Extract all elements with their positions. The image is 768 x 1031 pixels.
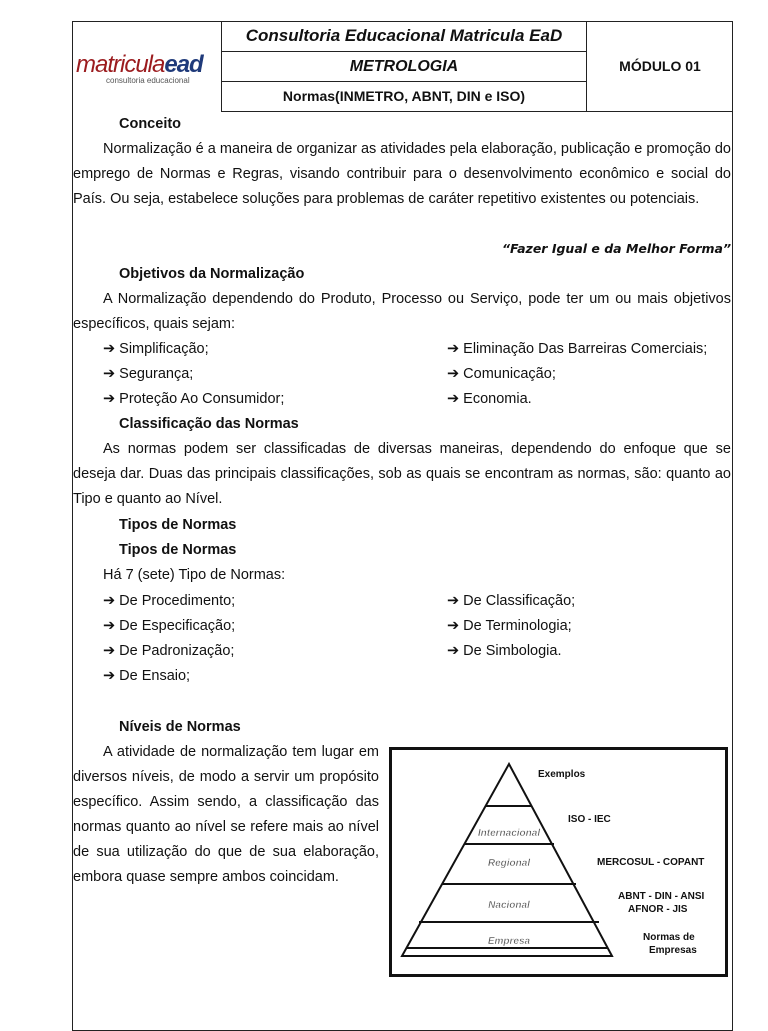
list-item: ➔ De Especificação;	[103, 618, 236, 634]
arrow-icon: ➔	[103, 391, 116, 407]
document-header	[72, 21, 733, 112]
arrow-icon: ➔	[103, 643, 116, 659]
example-empresa-1: Normas de	[643, 932, 695, 943]
arrow-icon: ➔	[103, 341, 116, 357]
arrow-icon: ➔	[447, 593, 460, 609]
logo-cell	[72, 21, 221, 112]
list-item: ➔ De Ensaio;	[103, 668, 191, 684]
level-empresa: Empresa	[487, 936, 531, 947]
list-item: ➔ De Procedimento;	[103, 593, 236, 609]
header-title: Consultoria Educacional Matricula EaD	[221, 21, 587, 52]
list-item: ➔ Eliminação Das Barreiras Comerciais;	[447, 341, 708, 357]
list-item: ➔ De Terminologia;	[447, 618, 572, 634]
list-item: ➔ Segurança;	[103, 366, 194, 382]
arrow-icon: ➔	[103, 366, 116, 382]
arrow-icon: ➔	[103, 618, 116, 634]
pyramid-figure	[389, 747, 728, 977]
examples-header: Exemplos	[538, 769, 586, 780]
list-item: ➔ Simplificação;	[103, 341, 209, 357]
header-topic: Normas(INMETRO, ABNT, DIN e ISO)	[221, 82, 587, 112]
paragraph-objetivos: A Normalização dependendo do Produto, Processo ou Serviço, pode ter um ou mais objetivos específicos, quais sejam:	[73, 291, 731, 332]
example-iso: ISO - IEC	[568, 814, 611, 825]
list-item: ➔ De Classificação;	[447, 593, 576, 609]
paragraph-niveis: A atividade de normalização tem lugar em diversos níveis, de modo a servir um propósito específico. Assim sendo, a classificação das normas quanto ao nível se refere mais ao nível de sua utilização do que de sua elaboração, embora quase sempre ambos coincidam.	[73, 744, 379, 885]
arrow-icon: ➔	[103, 593, 116, 609]
arrow-icon: ➔	[447, 341, 460, 357]
example-empresa-2: Empresas	[649, 945, 697, 956]
level-regional: Regional	[487, 858, 531, 869]
level-nacional: Nacional	[488, 900, 530, 911]
list-item: ➔ Comunicação;	[447, 366, 556, 382]
example-regional: MERCOSUL - COPANT	[597, 857, 705, 868]
example-nacional-1: ABNT - DIN - ANSI	[618, 891, 705, 902]
heading-objetivos: Objetivos da Normalização	[119, 266, 305, 282]
example-nacional-2: AFNOR - JIS	[628, 904, 688, 915]
arrow-icon: ➔	[447, 366, 460, 382]
header-subject: METROLOGIA	[221, 52, 587, 82]
logo-text-ead: ead	[164, 51, 203, 78]
list-item: ➔ De Simbologia.	[447, 643, 562, 659]
quote: “Fazer Igual e da Melhor Forma”	[501, 241, 731, 256]
paragraph-conceito: Normalização é a maneira de organizar as atividades pela elaboração, publicação e promoção do emprego de Normas e Regras, visando contribuir para o desenvolvimento econômico e social do País. Ou seja, estabelece soluções para problemas de caráter repetitivo existentes ou potenciais.	[73, 141, 731, 207]
logo-text: matricula	[76, 51, 165, 78]
list-item: ➔ Proteção Ao Consumidor;	[103, 391, 285, 407]
arrow-icon: ➔	[103, 668, 116, 684]
pyramid-svg	[392, 750, 725, 974]
list-item: ➔ De Padronização;	[103, 643, 235, 659]
list-item: ➔ Economia.	[447, 391, 532, 407]
paragraph-classificacao: As normas podem ser classificadas de diversas maneiras, dependendo do enfoque que se deseja dar. Duas das principais classificações, sob as quais se encontram as normas, são: quanto ao Tipo e quanto ao Nível.	[73, 441, 731, 507]
arrow-icon: ➔	[447, 618, 460, 634]
heading-classificacao: Classificação das Normas	[119, 416, 299, 432]
paragraph-tipos-intro: Há 7 (sete) Tipo de Normas:	[103, 567, 286, 583]
arrow-icon: ➔	[447, 391, 460, 407]
level-internacional: Internacional	[477, 828, 541, 839]
heading-tipos: Tipos de Normas	[119, 517, 237, 533]
logo	[76, 51, 203, 85]
heading-conceito: Conceito	[119, 116, 182, 132]
arrow-icon: ➔	[447, 643, 460, 659]
module-label: MÓDULO 01	[587, 21, 733, 112]
logo-subtitle: consultoria educacional	[106, 76, 190, 85]
heading-niveis: Níveis de Normas	[119, 719, 241, 735]
heading-tipos-2: Tipos de Normas	[119, 542, 237, 558]
